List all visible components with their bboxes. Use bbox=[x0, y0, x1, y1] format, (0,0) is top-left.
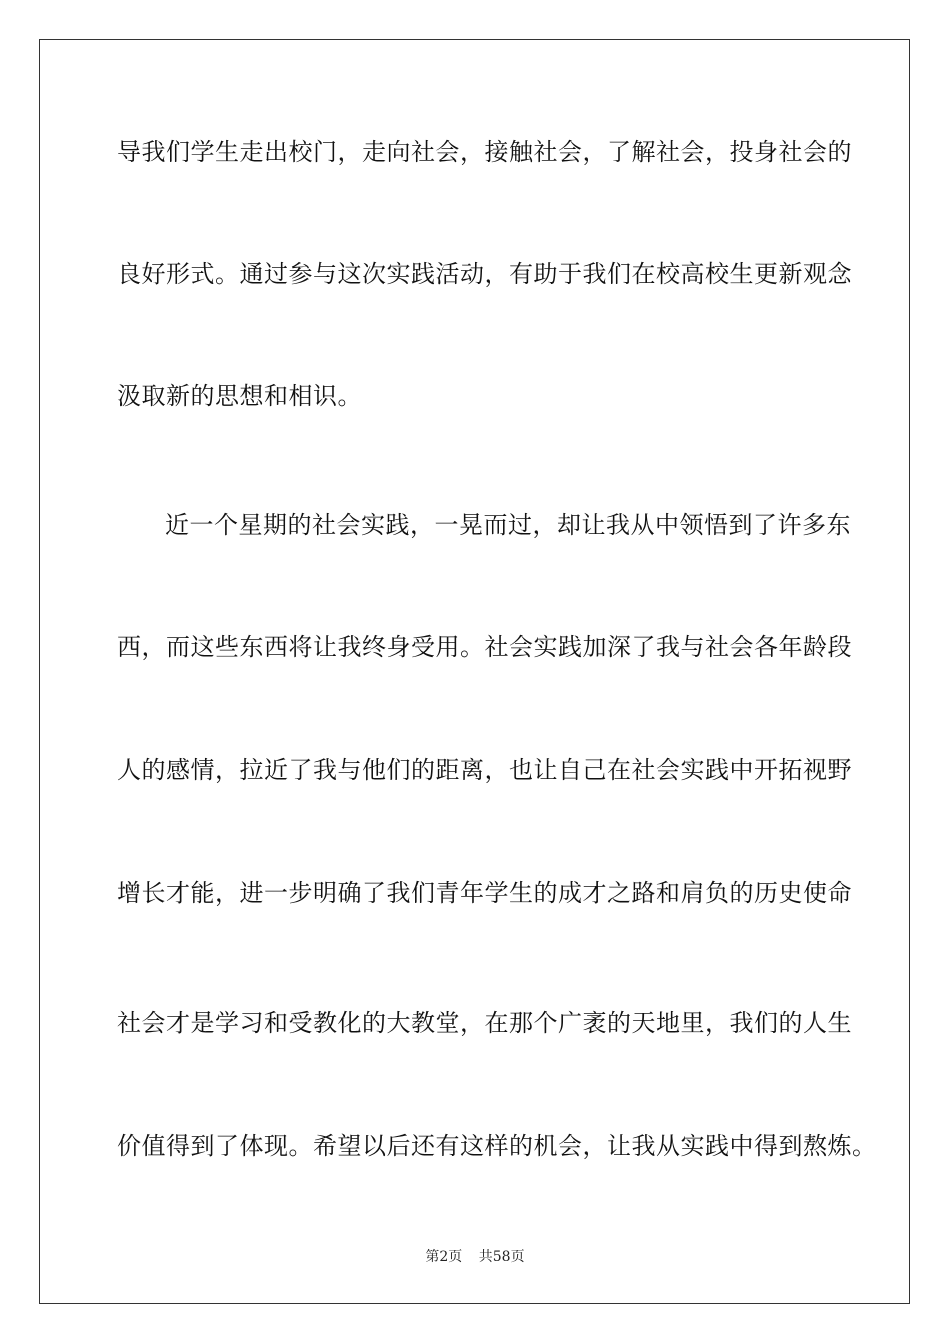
text-line: 汲取新的思想和相识。 bbox=[117, 382, 362, 410]
page-border bbox=[39, 39, 910, 1304]
page-number: 第2页 bbox=[425, 1249, 463, 1265]
text-line: 社会才是学习和受教化的大教堂，在那个广袤的天地里，我们的人生 bbox=[117, 1009, 852, 1037]
text-line: 价值得到了体现。希望以后还有这样的机会，让我从实践中得到熬炼。 bbox=[117, 1132, 877, 1160]
page-total: 共58页 bbox=[478, 1249, 525, 1265]
paragraph-first-line: 近一个星期的社会实践，一晃而过，却让我从中领悟到了许多东 bbox=[165, 511, 851, 539]
text-line: 人的感情，拉近了我与他们的距离，也让自己在社会实践中开拓视野 bbox=[117, 756, 852, 784]
text-line: 增长才能，进一步明确了我们青年学生的成才之路和肩负的历史使命 bbox=[117, 879, 852, 907]
text-line: 西，而这些东西将让我终身受用。社会实践加深了我与社会各年龄段 bbox=[117, 633, 852, 661]
page-footer bbox=[0, 1248, 950, 1266]
text-line: 导我们学生走出校门，走向社会，接触社会，了解社会，投身社会的 bbox=[117, 138, 852, 166]
text-line: 良好形式。通过参与这次实践活动，有助于我们在校高校生更新观念 bbox=[117, 260, 852, 288]
